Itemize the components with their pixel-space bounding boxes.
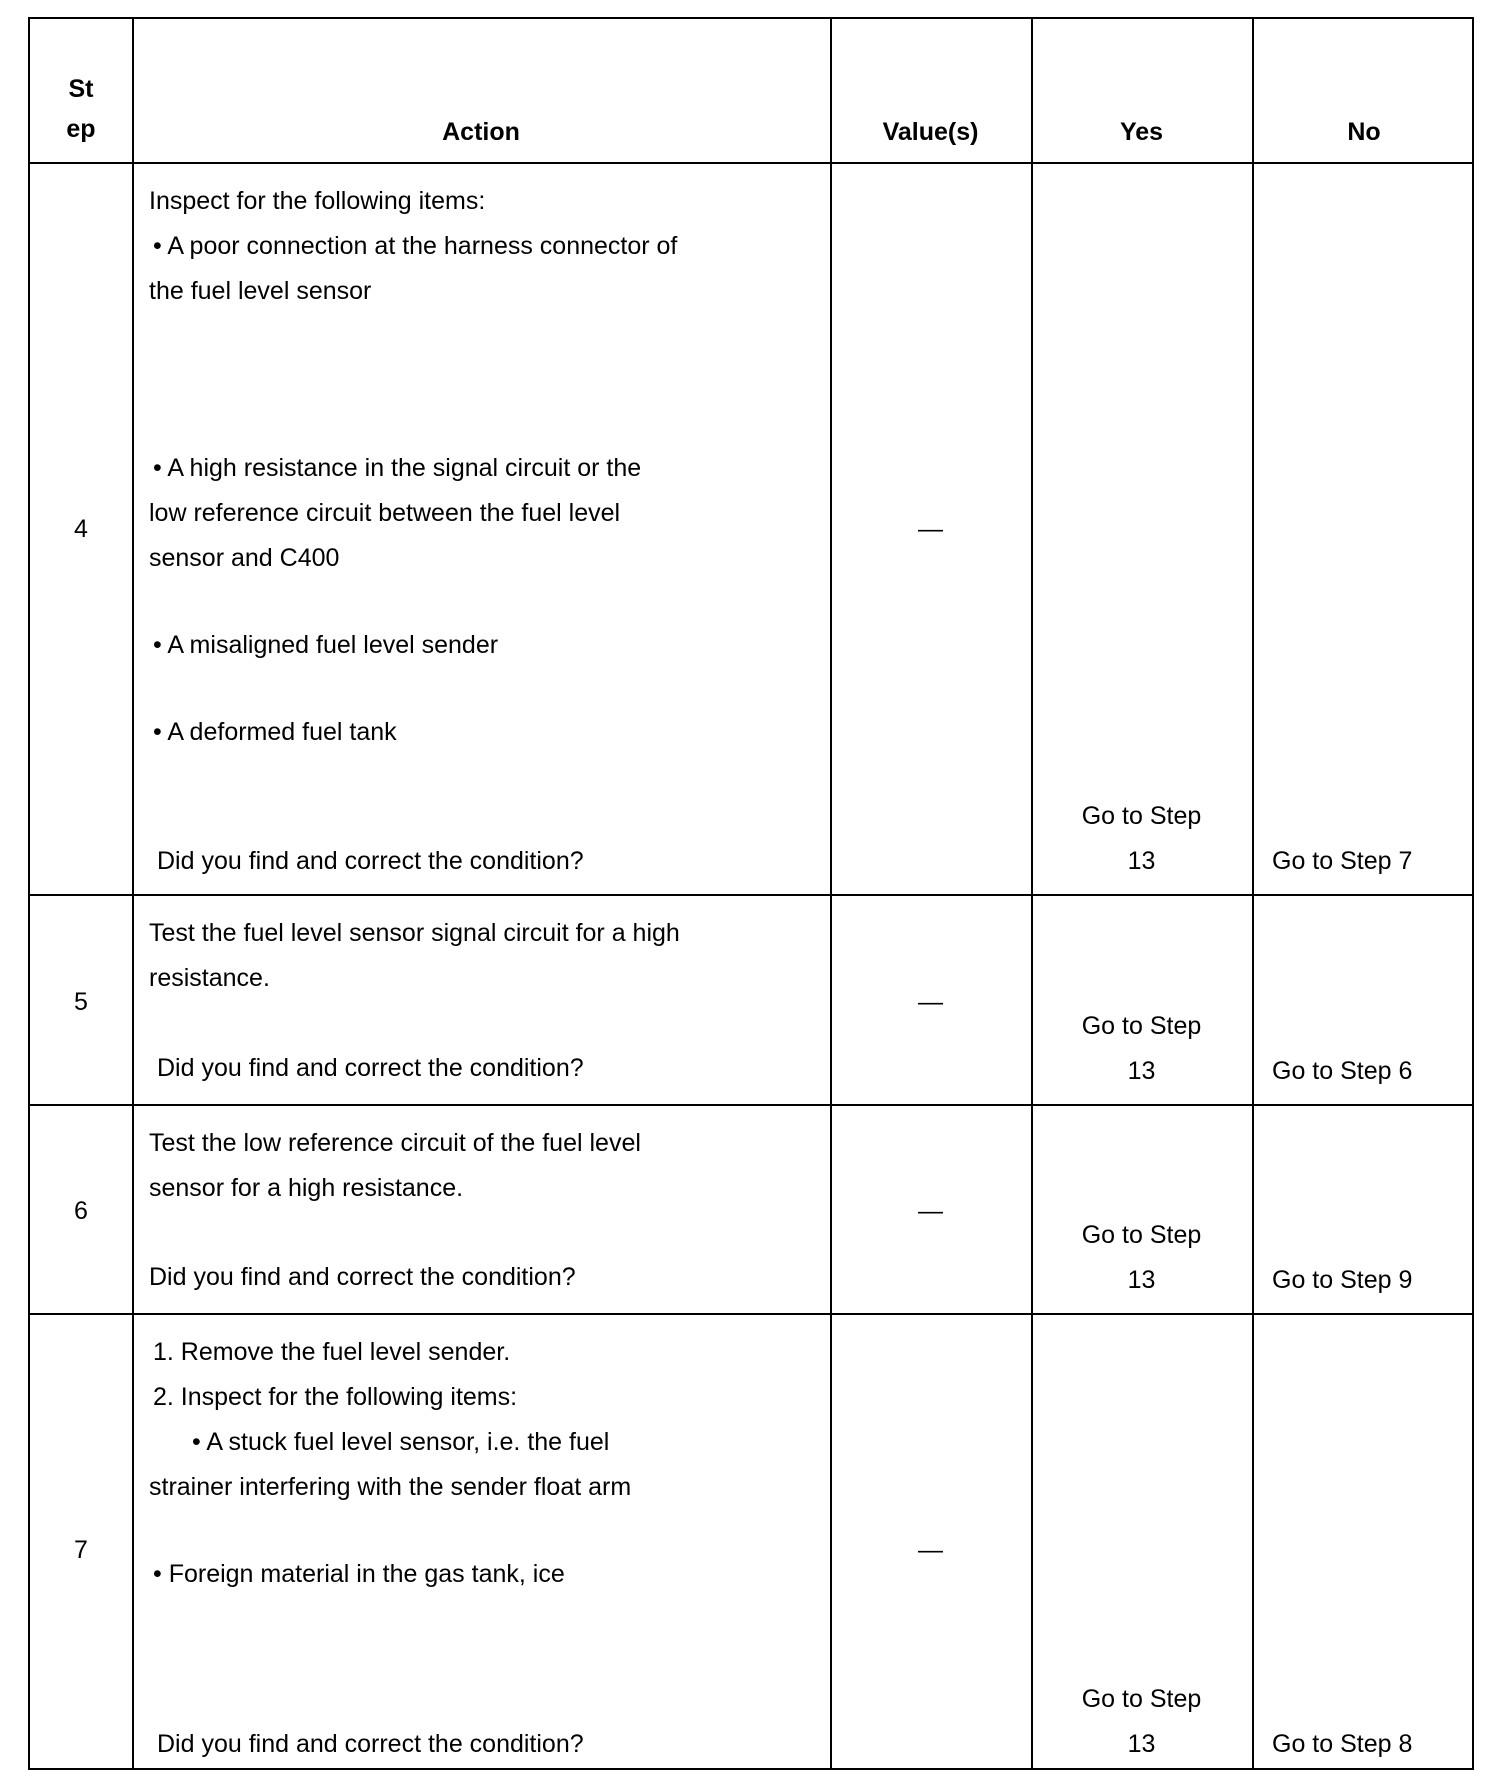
action-line: sensor and C400 xyxy=(149,544,340,572)
no-cell: Go to Step 6 xyxy=(1272,1057,1413,1085)
header-values: Value(s) xyxy=(882,118,979,146)
value-cell: — xyxy=(918,515,943,543)
value-cell: — xyxy=(918,1536,943,1564)
action-line: resistance. xyxy=(149,964,270,992)
header-yes: Yes xyxy=(1119,118,1164,146)
no-cell: Go to Step 7 xyxy=(1272,847,1413,875)
no-cell: Go to Step 8 xyxy=(1272,1730,1413,1758)
header-step: St ep xyxy=(66,75,96,143)
step-number: 5 xyxy=(74,988,88,1016)
action-line: • Foreign material in the gas tank, ice xyxy=(153,1560,565,1588)
yes-cell: Go to Step xyxy=(1081,1012,1202,1040)
action-line: Did you find and correct the condition? xyxy=(149,1263,576,1291)
yes-cell: 13 xyxy=(1127,1266,1156,1294)
yes-cell: Go to Step xyxy=(1081,802,1202,830)
action-line: 2. Inspect for the following items: xyxy=(153,1383,518,1411)
action-line: strainer interfering with the sender float arm xyxy=(149,1473,632,1501)
yes-cell: 13 xyxy=(1127,847,1156,875)
action-line: Did you find and correct the condition? xyxy=(157,1054,584,1082)
header-action: Action xyxy=(442,118,520,146)
yes-cell: 13 xyxy=(1127,1057,1156,1085)
action-line: the fuel level sensor xyxy=(149,277,372,305)
yes-cell: Go to Step xyxy=(1081,1221,1202,1249)
action-line: • A poor connection at the harness connector of xyxy=(153,232,678,260)
action-line: 1. Remove the fuel level sender. xyxy=(153,1338,511,1366)
action-line: Inspect for the following items: xyxy=(149,187,486,215)
action-line: Did you find and correct the condition? xyxy=(157,1730,584,1758)
yes-cell: Go to Step xyxy=(1081,1685,1202,1713)
action-line: low reference circuit between the fuel level xyxy=(149,499,621,527)
step-number: 7 xyxy=(74,1536,88,1564)
value-cell: — xyxy=(918,988,943,1016)
header-no: No xyxy=(1347,118,1381,146)
row-divider xyxy=(30,1104,1472,1106)
action-line: • A high resistance in the signal circuit or the xyxy=(153,454,642,482)
action-line: Test the low reference circuit of the fuel level xyxy=(149,1129,641,1157)
action-line: Test the fuel level sensor signal circuit for a high xyxy=(149,919,680,947)
action-line: Did you find and correct the condition? xyxy=(157,847,584,875)
no-cell: Go to Step 9 xyxy=(1272,1266,1413,1294)
yes-cell: 13 xyxy=(1127,1730,1156,1758)
action-line: • A deformed fuel tank xyxy=(153,718,397,746)
step-number: 6 xyxy=(74,1197,88,1225)
value-cell: — xyxy=(918,1197,943,1225)
action-line: • A stuck fuel level sensor, i.e. the fuel xyxy=(192,1428,610,1456)
diagnostic-table xyxy=(28,17,1474,1770)
row-divider xyxy=(30,162,1472,164)
action-line: sensor for a high resistance. xyxy=(149,1174,464,1202)
step-number: 4 xyxy=(74,515,88,543)
action-line: • A misaligned fuel level sender xyxy=(153,631,499,659)
row-divider xyxy=(30,1313,1472,1315)
row-divider xyxy=(30,894,1472,896)
